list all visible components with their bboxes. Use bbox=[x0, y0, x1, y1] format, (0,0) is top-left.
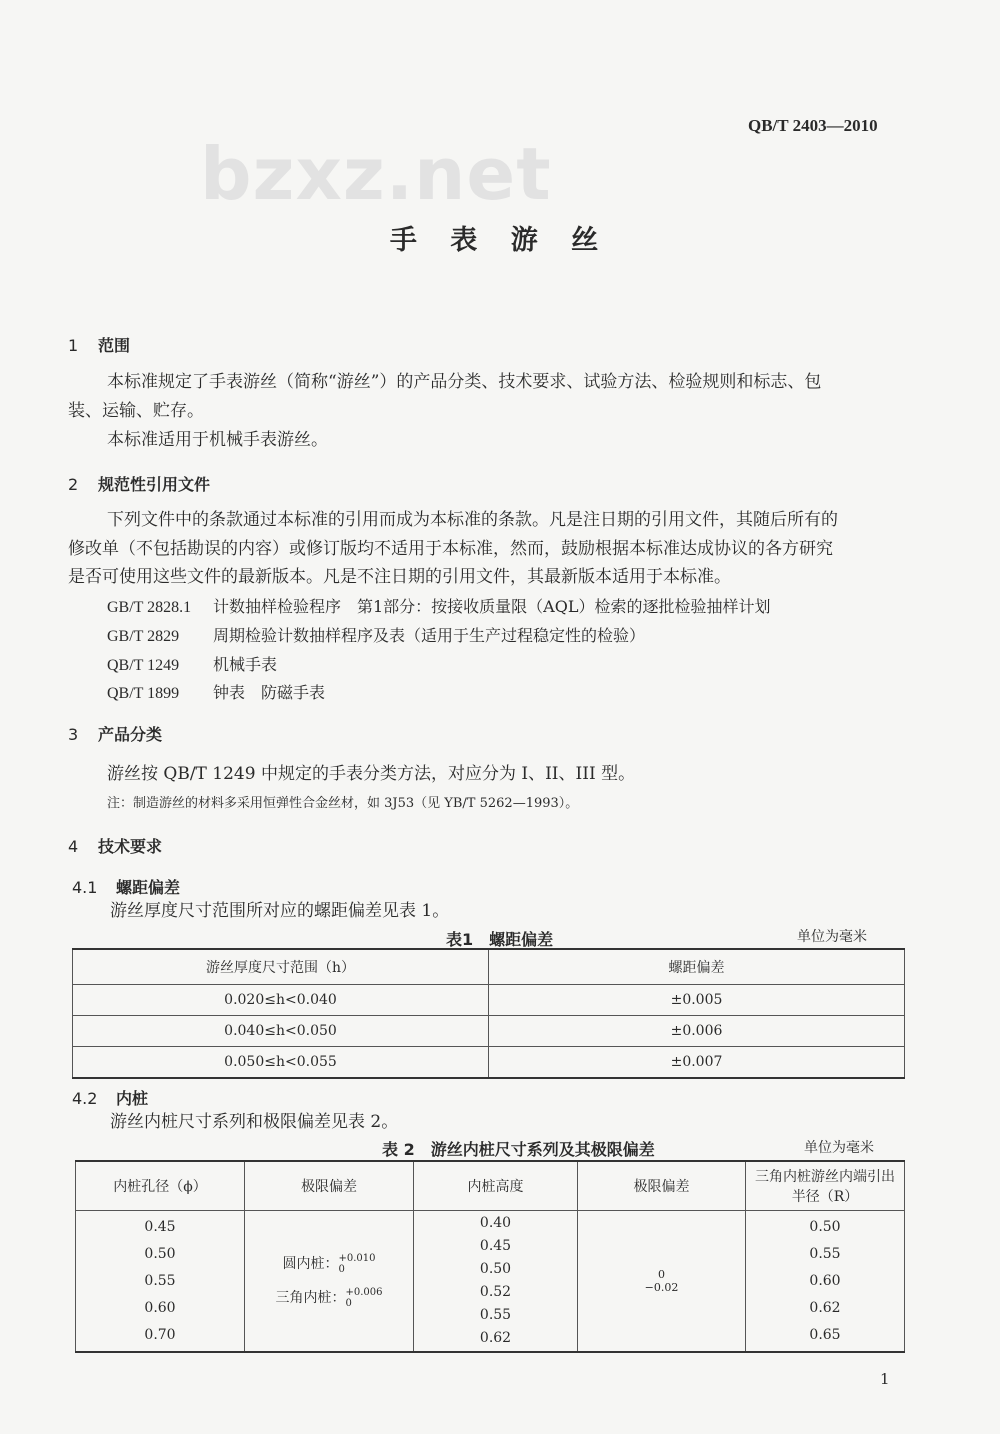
table-cell: 0.40 bbox=[479, 1215, 512, 1231]
table-cell: 0.55 bbox=[479, 1307, 512, 1323]
table-header-cell: 内桩孔径（ϕ） bbox=[76, 1161, 245, 1211]
height-deviation-cell bbox=[578, 1211, 746, 1353]
paragraph: 本标准规定了手表游丝（简称“游丝”）的产品分类、技术要求、试验方法、检验规则和标志、包 bbox=[107, 372, 822, 392]
table-header-cell: 螺距偏差 bbox=[489, 949, 905, 985]
upper-deviation: 0 bbox=[658, 1268, 665, 1281]
table-cell: 0.52 bbox=[479, 1284, 512, 1300]
table-cell: ±0.007 bbox=[489, 1047, 905, 1079]
paragraph: 本标准适用于机械手表游丝。 bbox=[107, 430, 328, 450]
section-3-heading bbox=[68, 722, 162, 745]
table-row bbox=[73, 985, 905, 1016]
section-number: 2 bbox=[68, 475, 79, 494]
watermark: bzxz.net bbox=[200, 132, 552, 216]
paragraph: 游丝按 QB/T 1249 中规定的手表分类方法，对应分为 I、II、III 型。 bbox=[107, 764, 636, 784]
section-number: 1 bbox=[68, 336, 79, 355]
reference-code: QB/T 1899 bbox=[107, 685, 180, 702]
table-header-row bbox=[76, 1161, 905, 1211]
upper-deviation: +0.006 bbox=[345, 1287, 383, 1298]
reference-item bbox=[107, 680, 325, 703]
reference-item bbox=[107, 594, 770, 617]
page-number: 1 bbox=[880, 1370, 890, 1388]
header-line: 半径（R） bbox=[791, 1189, 859, 1205]
paragraph: 游丝厚度尺寸范围所对应的螺距偏差见表 1。 bbox=[110, 901, 450, 921]
section-title: 内桩 bbox=[116, 1089, 149, 1108]
deviation-label: 三角内桩： bbox=[275, 1290, 346, 1306]
section-2-heading bbox=[68, 472, 210, 495]
lower-deviation: −0.02 bbox=[644, 1281, 679, 1294]
table-cell: 0.70 bbox=[144, 1326, 176, 1343]
reference-item bbox=[107, 623, 645, 646]
table-header-row bbox=[73, 949, 905, 985]
table-cell: 0.50 bbox=[144, 1245, 176, 1262]
section-title: 螺距偏差 bbox=[116, 878, 181, 897]
height-column bbox=[414, 1211, 578, 1353]
note: 注：制造游丝的材料多采用恒弹性合金丝材，如 3J53（见 YB/T 5262—1993）。 bbox=[107, 796, 579, 811]
table-2-unit: 单位为毫米 bbox=[804, 1140, 874, 1156]
lower-deviation: 0 bbox=[345, 1298, 352, 1309]
section-title: 规范性引用文件 bbox=[98, 475, 211, 494]
section-4-2-heading bbox=[72, 1086, 148, 1109]
table-header-cell bbox=[746, 1161, 905, 1211]
table-cell: 0.45 bbox=[479, 1238, 512, 1254]
height-deviation bbox=[578, 1268, 745, 1294]
paragraph: 修改单（不包括勘误的内容）或修订版均不适用于本标准，然而，鼓励根据本标准达成协议的各方研究 bbox=[68, 539, 833, 559]
table-cell: 0.62 bbox=[479, 1330, 512, 1346]
table-cell: 0.50 bbox=[809, 1218, 841, 1235]
table-cell: 0.65 bbox=[809, 1326, 841, 1343]
table-header-cell: 极限偏差 bbox=[578, 1161, 746, 1211]
reference-item bbox=[107, 652, 277, 675]
section-number: 4.1 bbox=[72, 878, 98, 897]
standard-code: QB/T 2403—2010 bbox=[748, 116, 878, 135]
reference-code: GB/T 2828.1 bbox=[107, 599, 192, 616]
table-1-unit: 单位为毫米 bbox=[797, 929, 867, 945]
upper-deviation: +0.010 bbox=[338, 1253, 376, 1264]
section-number: 3 bbox=[68, 725, 79, 744]
table-cell: 0.020≤h<0.040 bbox=[73, 985, 489, 1016]
section-4-1-heading bbox=[72, 875, 180, 898]
table-2-caption: 表 2 游丝内桩尺寸系列及其极限偏差 bbox=[382, 1140, 655, 1159]
table-cell: 0.50 bbox=[479, 1261, 512, 1277]
section-number: 4.2 bbox=[72, 1089, 98, 1108]
section-title: 产品分类 bbox=[98, 725, 163, 744]
radius-column bbox=[746, 1211, 905, 1353]
paragraph: 装、运输、贮存。 bbox=[68, 401, 204, 421]
table-cell: 0.60 bbox=[144, 1299, 176, 1316]
table-cell: 0.050≤h<0.055 bbox=[73, 1047, 489, 1079]
section-title: 范围 bbox=[98, 336, 131, 355]
deviation-label: 圆内桩： bbox=[282, 1256, 339, 1272]
section-number: 4 bbox=[68, 837, 79, 856]
table-2 bbox=[75, 1160, 905, 1353]
table-header-cell: 游丝厚度尺寸范围（h） bbox=[73, 949, 489, 985]
table-1 bbox=[72, 948, 905, 1079]
diameter-column bbox=[76, 1211, 245, 1353]
triangle-pin-deviation bbox=[245, 1287, 413, 1309]
lower-deviation: 0 bbox=[338, 1264, 345, 1275]
header-line: 三角内桩游丝内端引出 bbox=[755, 1169, 895, 1185]
reference-title: 机械手表 bbox=[213, 655, 278, 674]
paragraph: 下列文件中的条款通过本标准的引用而成为本标准的条款。凡是注日期的引用文件，其随后所有的 bbox=[107, 510, 838, 530]
table-cell: ±0.005 bbox=[489, 985, 905, 1016]
table-cell: 0.040≤h<0.050 bbox=[73, 1016, 489, 1047]
reference-title: 钟表 防磁手表 bbox=[213, 683, 326, 702]
table-cell: 0.60 bbox=[809, 1272, 841, 1289]
deviation-values bbox=[345, 1287, 382, 1309]
table-header-cell: 极限偏差 bbox=[245, 1161, 414, 1211]
table-row bbox=[76, 1211, 905, 1353]
table-cell: 0.55 bbox=[809, 1245, 841, 1262]
table-cell: ±0.006 bbox=[489, 1016, 905, 1047]
round-pin-deviation bbox=[245, 1253, 413, 1275]
table-cell: 0.55 bbox=[144, 1272, 176, 1289]
section-1-heading bbox=[68, 333, 130, 356]
table-row bbox=[73, 1016, 905, 1047]
section-4-heading bbox=[68, 834, 162, 857]
table-cell: 0.45 bbox=[144, 1218, 176, 1235]
document-title: 手 表 游 丝 bbox=[389, 225, 611, 256]
reference-title: 周期检验计数抽样程序及表（适用于生产过程稳定性的检验） bbox=[213, 626, 646, 645]
reference-code: QB/T 1249 bbox=[107, 657, 180, 674]
table-header-cell: 内桩高度 bbox=[414, 1161, 578, 1211]
paragraph: 游丝内桩尺寸系列和极限偏差见表 2。 bbox=[110, 1112, 399, 1132]
table-row bbox=[73, 1047, 905, 1079]
table-cell: 0.62 bbox=[809, 1299, 841, 1316]
reference-title: 计数抽样检验程序 第1部分：按接收质量限（AQL）检索的逐批检验抽样计划 bbox=[213, 597, 771, 616]
deviation-values bbox=[338, 1253, 375, 1275]
diameter-deviation-cell bbox=[245, 1211, 414, 1353]
paragraph: 是否可使用这些文件的最新版本。凡是不注日期的引用文件，其最新版本适用于本标准。 bbox=[68, 567, 731, 587]
section-title: 技术要求 bbox=[98, 837, 163, 856]
reference-code: GB/T 2829 bbox=[107, 628, 180, 645]
table-1-caption: 表1 螺距偏差 bbox=[446, 930, 554, 949]
